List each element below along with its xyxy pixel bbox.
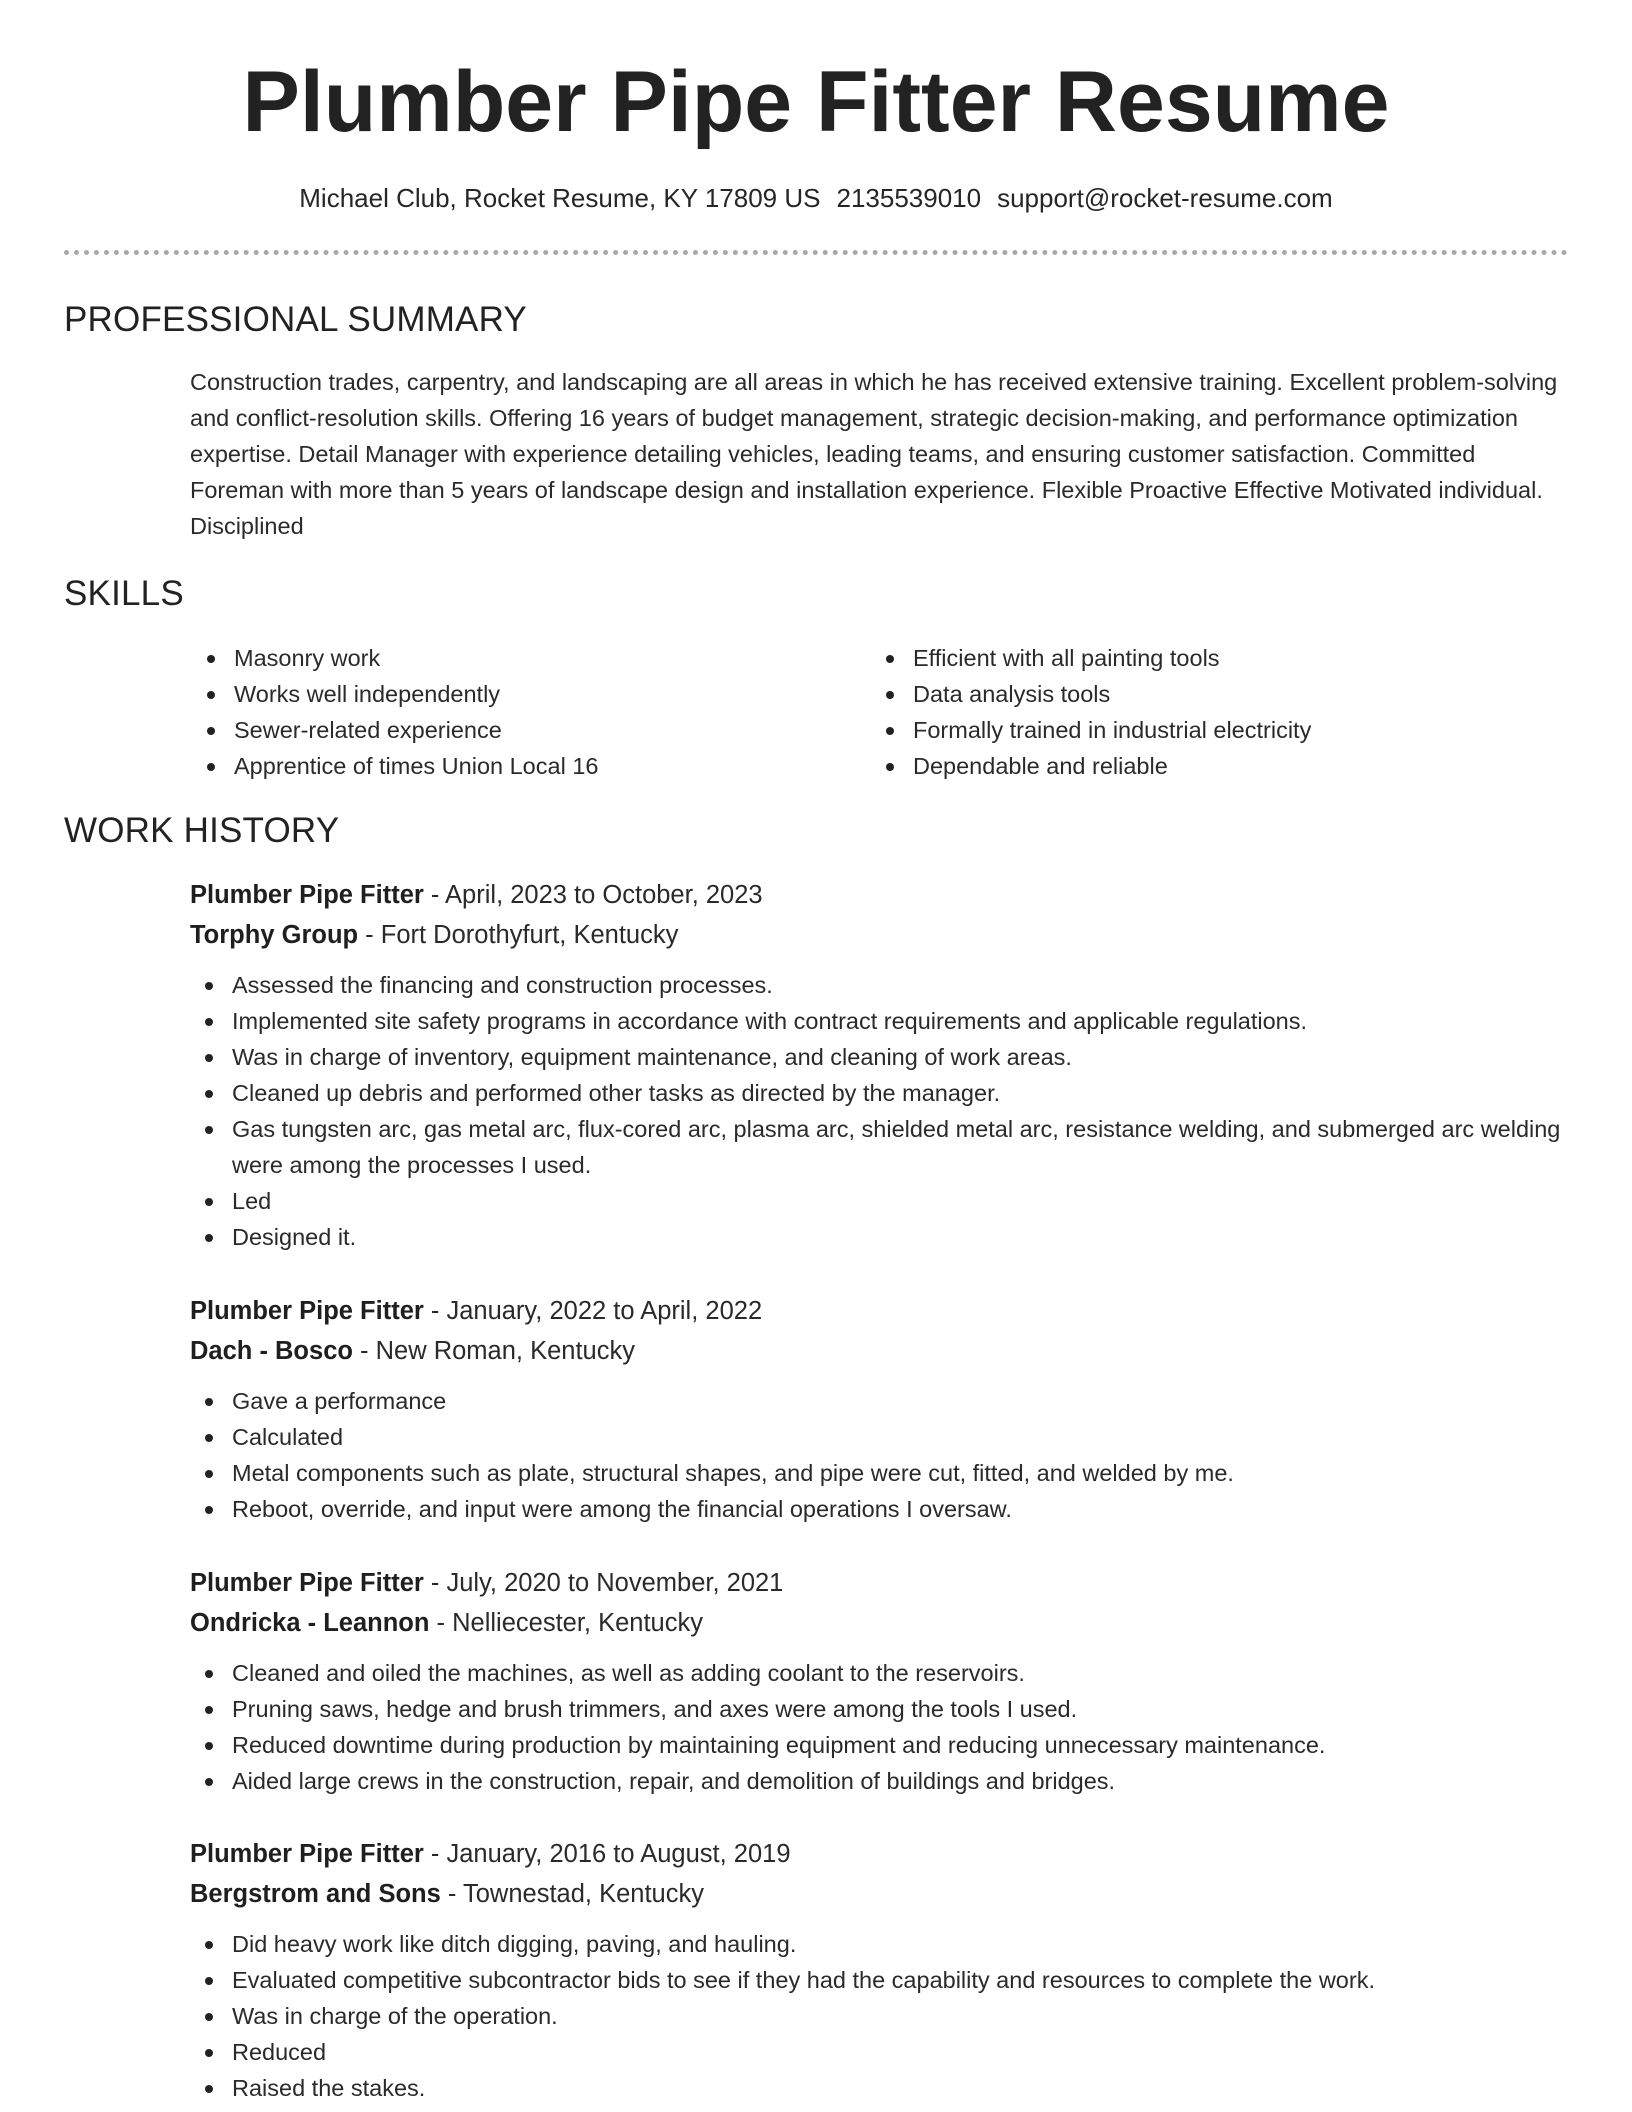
job-company-line: [190, 1874, 1570, 1914]
job-bullets: [188, 1926, 1570, 2106]
job-dates: - January, 2022 to April, 2022: [423, 1297, 763, 1325]
summary-text: Construction trades, carpentry, and landscaping are all areas in which he has received extensive training. Excellent problem-solving and conflict-resolution skills. Offering 16 years of budget management, strategic decision-making, and performance optimization expertise. Detail Manager with experience detailing vehicles, leading teams, and ensuring customer satisfaction. Committed Foreman with more than 5 years of landscape design and installation experience. Flexible Proactive Effective Motivated individual. Disciplined: [190, 369, 1558, 539]
job-title-line: [190, 1291, 1570, 1331]
job-location: - New Roman, Kentucky: [352, 1337, 635, 1365]
job-bullet: Reduced: [188, 2034, 1570, 2070]
job-title-line: [190, 1563, 1570, 1603]
job-bullet: Gave a performance: [188, 1383, 1570, 1419]
job-company: Dach - Bosco: [190, 1337, 353, 1365]
skill-item: Sewer-related experience: [190, 712, 850, 748]
job-bullet: Led: [188, 1183, 1570, 1219]
job-entry: [190, 1834, 1570, 2106]
summary-heading: PROFESSIONAL SUMMARY: [64, 300, 527, 339]
job-company-line: [190, 915, 1570, 955]
job-bullet: Was in charge of the operation.: [188, 1998, 1570, 2034]
job-title: Plumber Pipe Fitter: [190, 881, 424, 909]
job-title: Plumber Pipe Fitter: [190, 1569, 424, 1597]
skills-list-left: [190, 640, 850, 784]
skill-item: Works well independently: [190, 676, 850, 712]
resume-title: Plumber Pipe Fitter Resume: [242, 54, 1390, 150]
job-company-line: [190, 1603, 1570, 1643]
job-entry: [190, 1291, 1570, 1527]
skills-list-right: [869, 640, 1569, 784]
job-entry: [190, 1563, 1570, 1799]
job-bullet: Reduced downtime during production by maintaining equipment and reducing unnecessary maintenance.: [188, 1727, 1570, 1763]
job-dates: - January, 2016 to August, 2019: [423, 1840, 791, 1868]
contact-address: Michael Club, Rocket Resume, KY 17809 US: [299, 183, 821, 213]
job-dates: - July, 2020 to November, 2021: [423, 1569, 784, 1597]
contact-line: [0, 180, 1632, 216]
job-bullet: Raised the stakes.: [188, 2070, 1570, 2106]
job-bullet: Metal components such as plate, structural shapes, and pipe were cut, fitted, and welded by me.: [188, 1455, 1570, 1491]
contact-email: support@rocket-resume.com: [997, 183, 1333, 213]
skill-item: Data analysis tools: [869, 676, 1569, 712]
work-history-heading: WORK HISTORY: [64, 811, 340, 850]
job-company: Ondricka - Leannon: [190, 1609, 430, 1637]
skill-item: Dependable and reliable: [869, 748, 1569, 784]
job-title-line: [190, 875, 1570, 915]
job-company: Torphy Group: [190, 921, 359, 949]
job-location: - Townestad, Kentucky: [440, 1880, 704, 1908]
job-bullet: Cleaned and oiled the machines, as well as adding coolant to the reservoirs.: [188, 1655, 1570, 1691]
skills-heading: SKILLS: [64, 574, 184, 613]
job-bullet: Was in charge of inventory, equipment maintenance, and cleaning of work areas.: [188, 1039, 1570, 1075]
job-entry: [190, 875, 1570, 1255]
job-location: - Nelliecester, Kentucky: [429, 1609, 703, 1637]
job-location: - Fort Dorothyfurt, Kentucky: [358, 921, 679, 949]
skill-item: Formally trained in industrial electricity: [869, 712, 1569, 748]
job-bullet: Pruning saws, hedge and brush trimmers, and axes were among the tools I used.: [188, 1691, 1570, 1727]
job-bullet: Gas tungsten arc, gas metal arc, flux-cored arc, plasma arc, shielded metal arc, resistance welding, and submerged arc welding were among the processes I used.: [188, 1111, 1570, 1183]
job-bullet: Reboot, override, and input were among the financial operations I oversaw.: [188, 1491, 1570, 1527]
job-title: Plumber Pipe Fitter: [190, 1297, 424, 1325]
job-bullets: [188, 1655, 1570, 1799]
job-bullet: Aided large crews in the construction, repair, and demolition of buildings and bridges.: [188, 1763, 1570, 1799]
job-title-line: [190, 1834, 1570, 1874]
job-company: Bergstrom and Sons: [190, 1880, 441, 1908]
skill-item: Apprentice of times Union Local 16: [190, 748, 850, 784]
job-bullet: Evaluated competitive subcontractor bids to see if they had the capability and resources to complete the work.: [188, 1962, 1570, 1998]
job-bullet: Calculated: [188, 1419, 1570, 1455]
job-bullets: [188, 967, 1570, 1255]
job-company-line: [190, 1331, 1570, 1371]
job-dates: - April, 2023 to October, 2023: [423, 881, 763, 909]
job-bullets: [188, 1383, 1570, 1527]
skill-item: Efficient with all painting tools: [869, 640, 1569, 676]
job-bullet: Did heavy work like ditch digging, paving, and hauling.: [188, 1926, 1570, 1962]
job-bullet: Assessed the financing and construction processes.: [188, 967, 1570, 1003]
contact-phone: 2135539010: [836, 183, 982, 213]
job-bullet: Cleaned up debris and performed other tasks as directed by the manager.: [188, 1075, 1570, 1111]
header-divider: [64, 250, 1568, 255]
job-bullet: Designed it.: [188, 1219, 1570, 1255]
job-title: Plumber Pipe Fitter: [190, 1840, 424, 1868]
skill-item: Masonry work: [190, 640, 850, 676]
job-bullet: Implemented site safety programs in accordance with contract requirements and applicable regulations.: [188, 1003, 1570, 1039]
